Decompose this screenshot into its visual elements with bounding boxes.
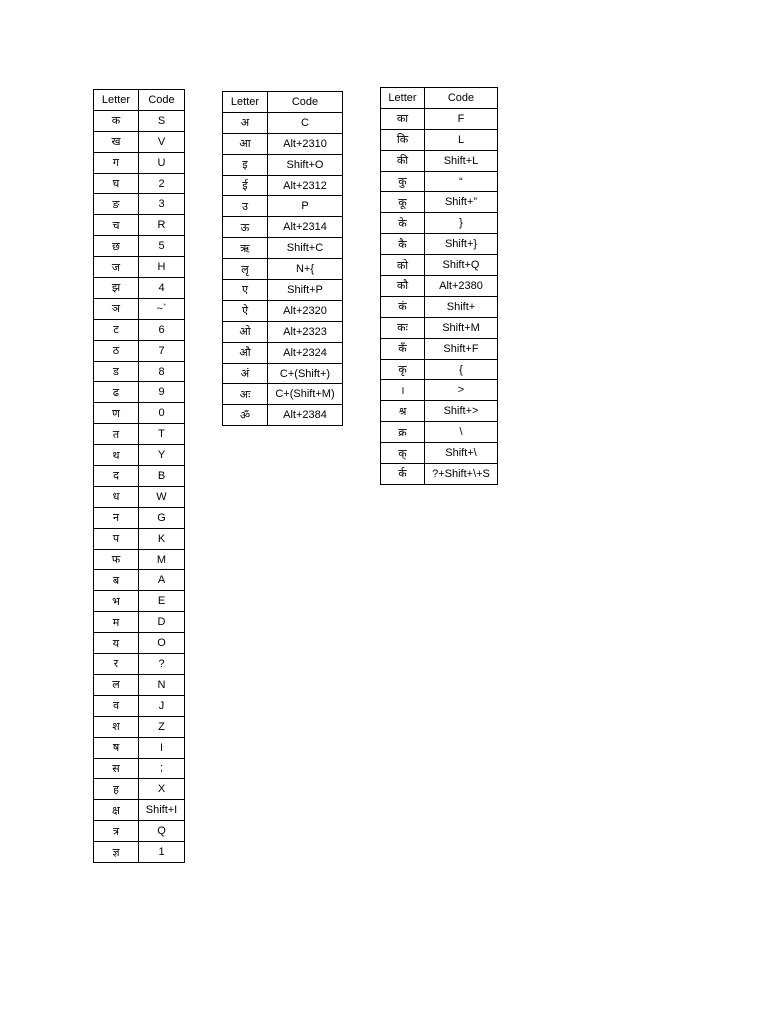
- code-cell: F: [425, 108, 498, 129]
- code-cell: >: [425, 380, 498, 401]
- code-cell: L: [425, 129, 498, 150]
- table-row: [94, 257, 185, 278]
- letter-cell: प: [94, 528, 139, 549]
- table-row: [94, 173, 185, 194]
- letter-header: Letter: [223, 92, 268, 113]
- letter-cell: ऋ: [223, 238, 268, 259]
- code-cell: Shift+P: [268, 280, 343, 301]
- letter-cell: ई: [223, 175, 268, 196]
- letter-cell: इ: [223, 154, 268, 175]
- table-row: [94, 695, 185, 716]
- letter-cell: भ: [94, 591, 139, 612]
- table-row: [223, 217, 343, 238]
- letter-cell: ख: [94, 131, 139, 152]
- letter-cell: श: [94, 716, 139, 737]
- letter-cell: ध: [94, 486, 139, 507]
- table-row: [223, 238, 343, 259]
- code-cell: R: [139, 215, 185, 236]
- table-row: [94, 612, 185, 633]
- code-cell: ?: [139, 654, 185, 675]
- table-row: [381, 276, 498, 297]
- letter-cell: ॐ: [223, 405, 268, 426]
- table-row: [381, 317, 498, 338]
- table-row: [94, 570, 185, 591]
- table-row: [381, 464, 498, 485]
- table-row: [223, 280, 343, 301]
- table-row: [381, 171, 498, 192]
- table-row: [223, 175, 343, 196]
- code-cell: ~`: [139, 298, 185, 319]
- letter-cell: कौ: [381, 276, 425, 297]
- table-row: [94, 737, 185, 758]
- table-row: [94, 215, 185, 236]
- letter-cell: ओ: [223, 321, 268, 342]
- letter-cell: उ: [223, 196, 268, 217]
- table-row: [94, 131, 185, 152]
- letter-cell: कँ: [381, 338, 425, 359]
- table-row: [94, 549, 185, 570]
- code-cell: T: [139, 424, 185, 445]
- table-row: [381, 150, 498, 171]
- table-row: [94, 319, 185, 340]
- letter-cell: च: [94, 215, 139, 236]
- table-row: [94, 424, 185, 445]
- letter-cell: अ: [223, 112, 268, 133]
- code-cell: 8: [139, 361, 185, 382]
- table-row: [94, 445, 185, 466]
- letter-cell: त: [94, 424, 139, 445]
- table-row: [223, 342, 343, 363]
- code-cell: V: [139, 131, 185, 152]
- code-header: Code: [268, 92, 343, 113]
- letter-cell: ऐ: [223, 300, 268, 321]
- code-cell: X: [139, 779, 185, 800]
- table-row: [94, 466, 185, 487]
- table-row: [223, 384, 343, 405]
- code-cell: Shift+Q: [425, 255, 498, 276]
- code-cell: Alt+2384: [268, 405, 343, 426]
- code-cell: Shift+: [425, 296, 498, 317]
- code-cell: E: [139, 591, 185, 612]
- code-cell: ?+Shift+\+S: [425, 464, 498, 485]
- letter-cell: ह: [94, 779, 139, 800]
- code-cell: C+(Shift+M): [268, 384, 343, 405]
- code-cell: Z: [139, 716, 185, 737]
- letter-cell: अं: [223, 363, 268, 384]
- letter-cell: क्: [381, 443, 425, 464]
- code-header: Code: [425, 88, 498, 109]
- letter-cell: कः: [381, 317, 425, 338]
- table-row: [381, 359, 498, 380]
- code-cell: B: [139, 466, 185, 487]
- code-cell: Shift+M: [425, 317, 498, 338]
- table-row: [94, 361, 185, 382]
- table-body: [223, 112, 343, 425]
- letter-cell: ब: [94, 570, 139, 591]
- code-cell: 6: [139, 319, 185, 340]
- code-cell: Shift+C: [268, 238, 343, 259]
- table-row: [381, 443, 498, 464]
- code-cell: Alt+2320: [268, 300, 343, 321]
- header-row: [381, 88, 498, 109]
- code-cell: Shift+F: [425, 338, 498, 359]
- code-cell: 1: [139, 842, 185, 863]
- table-row: [381, 422, 498, 443]
- letter-cell: ए: [223, 280, 268, 301]
- letter-cell: ण: [94, 403, 139, 424]
- code-cell: 2: [139, 173, 185, 194]
- letter-cell: कू: [381, 192, 425, 213]
- letter-cell: कि: [381, 129, 425, 150]
- letter-header: Letter: [94, 90, 139, 111]
- table-row: [381, 108, 498, 129]
- table-row: [223, 363, 343, 384]
- code-cell: 7: [139, 340, 185, 361]
- table-row: [223, 300, 343, 321]
- letter-cell: औ: [223, 342, 268, 363]
- code-cell: U: [139, 152, 185, 173]
- code-cell: }: [425, 213, 498, 234]
- table-row: [94, 298, 185, 319]
- code-cell: {: [425, 359, 498, 380]
- table-row: [94, 152, 185, 173]
- code-cell: Alt+2312: [268, 175, 343, 196]
- letter-cell: म: [94, 612, 139, 633]
- table-row: [94, 278, 185, 299]
- letter-cell: फ: [94, 549, 139, 570]
- letter-cell: स: [94, 758, 139, 779]
- code-header: Code: [139, 90, 185, 111]
- table-row: [223, 196, 343, 217]
- table-row: [94, 110, 185, 131]
- letter-cell: थ: [94, 445, 139, 466]
- letter-cell: ज्ञ: [94, 842, 139, 863]
- letter-cell: ष: [94, 737, 139, 758]
- table-row: [223, 154, 343, 175]
- table-row: [223, 112, 343, 133]
- letter-cell: कृ: [381, 359, 425, 380]
- code-cell: Shift+O: [268, 154, 343, 175]
- table-row: [94, 758, 185, 779]
- table-row: [223, 405, 343, 426]
- code-cell: 4: [139, 278, 185, 299]
- table-row: [94, 633, 185, 654]
- letter-cell: अः: [223, 384, 268, 405]
- code-cell: Shift+I: [139, 800, 185, 821]
- letter-cell: ठ: [94, 340, 139, 361]
- letter-cell: क्ष: [94, 800, 139, 821]
- code-cell: N: [139, 674, 185, 695]
- letter-cell: क्र: [381, 422, 425, 443]
- letter-cell: ऊ: [223, 217, 268, 238]
- table-row: [94, 591, 185, 612]
- table-row: [381, 255, 498, 276]
- code-cell: G: [139, 507, 185, 528]
- table-row: [223, 321, 343, 342]
- code-cell: O: [139, 633, 185, 654]
- table-row: [94, 654, 185, 675]
- letter-cell: कं: [381, 296, 425, 317]
- letter-cell: श्र: [381, 401, 425, 422]
- letter-cell: छ: [94, 236, 139, 257]
- code-cell: Alt+2380: [425, 276, 498, 297]
- table-row: [94, 674, 185, 695]
- code-cell: 5: [139, 236, 185, 257]
- letter-cell: की: [381, 150, 425, 171]
- code-cell: Y: [139, 445, 185, 466]
- table-row: [94, 800, 185, 821]
- code-cell: \: [425, 422, 498, 443]
- code-cell: D: [139, 612, 185, 633]
- code-cell: A: [139, 570, 185, 591]
- table-row: [381, 338, 498, 359]
- consonants-table: [93, 89, 185, 863]
- letter-cell: आ: [223, 133, 268, 154]
- table-row: [381, 380, 498, 401]
- table-row: [94, 528, 185, 549]
- code-cell: I: [139, 737, 185, 758]
- table-row: [94, 821, 185, 842]
- letter-cell: क: [94, 110, 139, 131]
- table-row: [381, 192, 498, 213]
- letter-cell: ड: [94, 361, 139, 382]
- letter-cell: व: [94, 695, 139, 716]
- code-cell: N+{: [268, 259, 343, 280]
- table-row: [381, 401, 498, 422]
- matras-table: [380, 87, 498, 485]
- letter-cell: र: [94, 654, 139, 675]
- letter-cell: का: [381, 108, 425, 129]
- letter-cell: र्क: [381, 464, 425, 485]
- table-row: [94, 403, 185, 424]
- code-cell: P: [268, 196, 343, 217]
- letter-cell: त्र: [94, 821, 139, 842]
- code-cell: W: [139, 486, 185, 507]
- code-cell: Q: [139, 821, 185, 842]
- code-cell: Alt+2310: [268, 133, 343, 154]
- table-row: [381, 129, 498, 150]
- table-row: [94, 486, 185, 507]
- code-cell: Alt+2323: [268, 321, 343, 342]
- header-row: [94, 90, 185, 111]
- table-row: [94, 507, 185, 528]
- table-row: [381, 296, 498, 317]
- letter-cell: लृ: [223, 259, 268, 280]
- code-cell: 3: [139, 194, 185, 215]
- vowels-table: [222, 91, 343, 426]
- letter-cell: ज: [94, 257, 139, 278]
- letter-cell: ग: [94, 152, 139, 173]
- table-row: [381, 234, 498, 255]
- code-cell: S: [139, 110, 185, 131]
- table-row: [94, 340, 185, 361]
- table-row: [381, 213, 498, 234]
- table-row: [94, 236, 185, 257]
- code-cell: M: [139, 549, 185, 570]
- header-row: [223, 92, 343, 113]
- code-cell: Alt+2314: [268, 217, 343, 238]
- letter-cell: ङ: [94, 194, 139, 215]
- letter-cell: को: [381, 255, 425, 276]
- code-cell: 9: [139, 382, 185, 403]
- letter-cell: ञ: [94, 298, 139, 319]
- letter-cell: ट: [94, 319, 139, 340]
- letter-cell: घ: [94, 173, 139, 194]
- table-row: [223, 133, 343, 154]
- code-cell: C+(Shift+): [268, 363, 343, 384]
- table-body: [94, 110, 185, 862]
- code-cell: J: [139, 695, 185, 716]
- table-row: [94, 842, 185, 863]
- table-row: [94, 194, 185, 215]
- letter-cell: झ: [94, 278, 139, 299]
- letter-cell: ।: [381, 380, 425, 401]
- table-row: [94, 716, 185, 737]
- code-cell: Shift+”: [425, 192, 498, 213]
- table-row: [223, 259, 343, 280]
- code-cell: Shift+}: [425, 234, 498, 255]
- code-cell: C: [268, 112, 343, 133]
- letter-header: Letter: [381, 88, 425, 109]
- letter-cell: ढ: [94, 382, 139, 403]
- letter-cell: ल: [94, 674, 139, 695]
- code-cell: Shift+>: [425, 401, 498, 422]
- table-row: [94, 779, 185, 800]
- letter-cell: न: [94, 507, 139, 528]
- code-cell: “: [425, 171, 498, 192]
- table-row: [94, 382, 185, 403]
- letter-cell: कु: [381, 171, 425, 192]
- code-cell: Shift+L: [425, 150, 498, 171]
- letter-cell: द: [94, 466, 139, 487]
- code-cell: 0: [139, 403, 185, 424]
- code-cell: Alt+2324: [268, 342, 343, 363]
- letter-cell: य: [94, 633, 139, 654]
- letter-cell: कै: [381, 234, 425, 255]
- code-cell: ;: [139, 758, 185, 779]
- code-cell: H: [139, 257, 185, 278]
- code-cell: K: [139, 528, 185, 549]
- table-body: [381, 108, 498, 484]
- letter-cell: के: [381, 213, 425, 234]
- code-cell: Shift+\: [425, 443, 498, 464]
